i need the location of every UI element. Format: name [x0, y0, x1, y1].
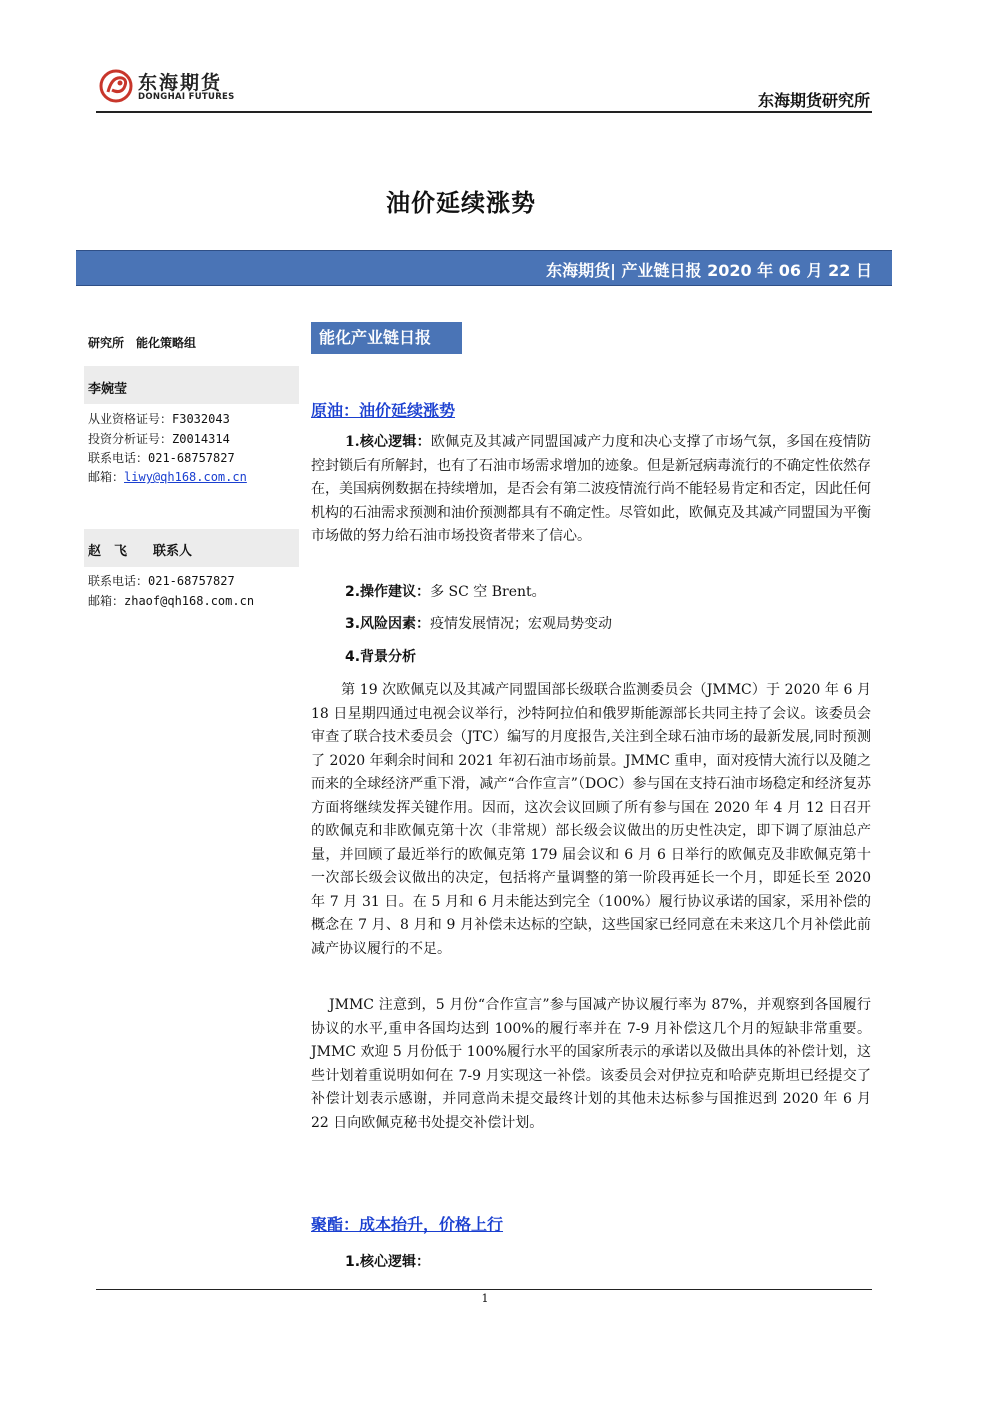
contact-phone: 联系电话：021-68757827 — [88, 574, 235, 588]
page-number: 1 — [481, 1292, 489, 1305]
analyst-email-link[interactable]: liwy@qh168.com.cn — [124, 470, 247, 484]
risk-row — [345, 613, 612, 633]
analyst-email-row — [88, 468, 247, 485]
company-logo — [98, 66, 238, 110]
header-divider — [96, 111, 872, 113]
institute-name: 东海期货研究所 — [757, 91, 870, 110]
risk-label: 3.风险因素： — [345, 616, 431, 632]
risk-text: 疫情发展情况；宏观局势变动 — [430, 616, 613, 632]
logo-chinese-name: 东海期货 — [138, 72, 223, 94]
analyst-investment-cert: 投资分析证号：Z0014314 — [88, 432, 230, 446]
analyst-phone: 联系电话：021-68757827 — [88, 451, 235, 465]
background-text-2: JMMC 注意到，5 月份“合作宣言”参与国减产协议履行率为 87%，并观察到各国履行协议的水平,重申各国均达到 100%的履行率并在 7-9 月补偿这几个月的短缺非常重要。JMMC 欢迎 5 月份低于 100%履行水平的国家所表示的承诺以及做出具体的补偿计划，这些计划着重说明如何在 7-9 月实现这一补偿。该委员会对伊拉克和哈萨克斯坦已经提交了补偿计划表示感谢，并同意尚未提交最终计划的其他未达标参与国推迟到 2020 年 6 月 22 日向欧佩克秘书处提交补偿计划。 — [311, 997, 871, 1131]
background-label: 4.背景分析 — [345, 649, 417, 665]
advice-text: 多 SC 空 Brent。 — [430, 584, 546, 600]
background-paragraph-2 — [311, 994, 871, 1135]
background-paragraph-1 — [311, 679, 871, 961]
crude-heading-link[interactable]: 原油：油价延续涨势 — [311, 401, 456, 420]
background-row — [345, 646, 416, 666]
background-text-1: 第 19 次欧佩克以及其减产同盟国部长级联合监测委员会（JMMC）于 2020 年 6 月 18 日星期四通过电视会议举行，沙特阿拉伯和俄罗斯能源部长共同主持了会议。该委员会审查了联合技术委员会（JTC）编写的月度报告,关注到全球石油市场的最新发展,同时预测了 2020 年剩余时间和 2021 年初石油市场前景。JMMC 重申，面对疫情大流行以及随之而来的全球经济严重下滑，减产“合作宣言”（DOC）参与国在支持石油市场稳定和经济复苏方面将继续发挥关键作用。因而，这次会议回顾了所有参与国在 2020 年 4 月 12 日召开的欧佩克和非欧佩克第十次（非常规）部长级会议做出的历史性决定，即下调了原油总产量，并回顾了最近举行的欧佩克第 179 届会议和 6 月 6 日举行的欧佩克及非欧佩克第十一次部长级会议做出的决定，包括将产量调整的第一阶段再延长一个月，即延长至 2020 年 7 月 31 日。在 5 月和 6 月未能达到完全（100%）履行协议承诺的国家，采用补偿的概念在 7 月、8 月和 9 月补偿未达标的空缺，这些国家已经同意在未来这几个月补偿此前减产协议履行的不足。 — [311, 682, 871, 957]
polyester-heading-link[interactable]: 聚酯：成本抬升，价格上行 — [311, 1215, 504, 1234]
banner-text: 东海期货| 产业链日报 2020 年 06 月 22 日 — [546, 261, 872, 280]
contact-name: 赵 飞 联系人 — [88, 544, 193, 559]
analyst-name: 李婉莹 — [88, 382, 128, 397]
department-label: 研究所 能化策略组 — [88, 336, 197, 350]
report-title: 油价延续涨势 — [386, 189, 536, 217]
analyst-qualification: 从业资格证号：F3032043 — [88, 412, 230, 426]
core-logic-text: 欧佩克及其减产同盟国减产力度和决心支撑了市场气氛，多国在疫情防控封锁后有所解封，也有了石油市场需求增加的迹象。但是新冠病毒流行的不确定性依然存在，美国病例数据在持续增加，是否会有第二波疫情流行尚不能轻易肯定和否定，因此任何机构的石油需求预测和油价预测都具有不确定性。尽管如此，欧佩克及其减产同盟国为平衡市场做的努力给石油市场投资者带来了信心。 — [311, 434, 872, 544]
footer-divider — [96, 1289, 872, 1290]
advice-row — [345, 581, 546, 601]
contact-email: 邮箱：zhaof@qh168.com.cn — [88, 594, 255, 608]
polyester-logic-row — [345, 1251, 430, 1271]
section-tab: 能化产业链日报 — [311, 322, 462, 354]
email-label: 邮箱： — [88, 470, 125, 484]
dragon-logo-icon — [98, 68, 134, 104]
core-logic-label: 1.核心逻辑： — [345, 434, 431, 450]
report-banner — [76, 250, 892, 286]
advice-label: 2.操作建议： — [345, 584, 431, 600]
core-logic-paragraph — [311, 431, 871, 549]
logo-english-name: DONGHAI FUTURES — [138, 92, 235, 102]
polyester-logic-label: 1.核心逻辑： — [345, 1254, 431, 1270]
